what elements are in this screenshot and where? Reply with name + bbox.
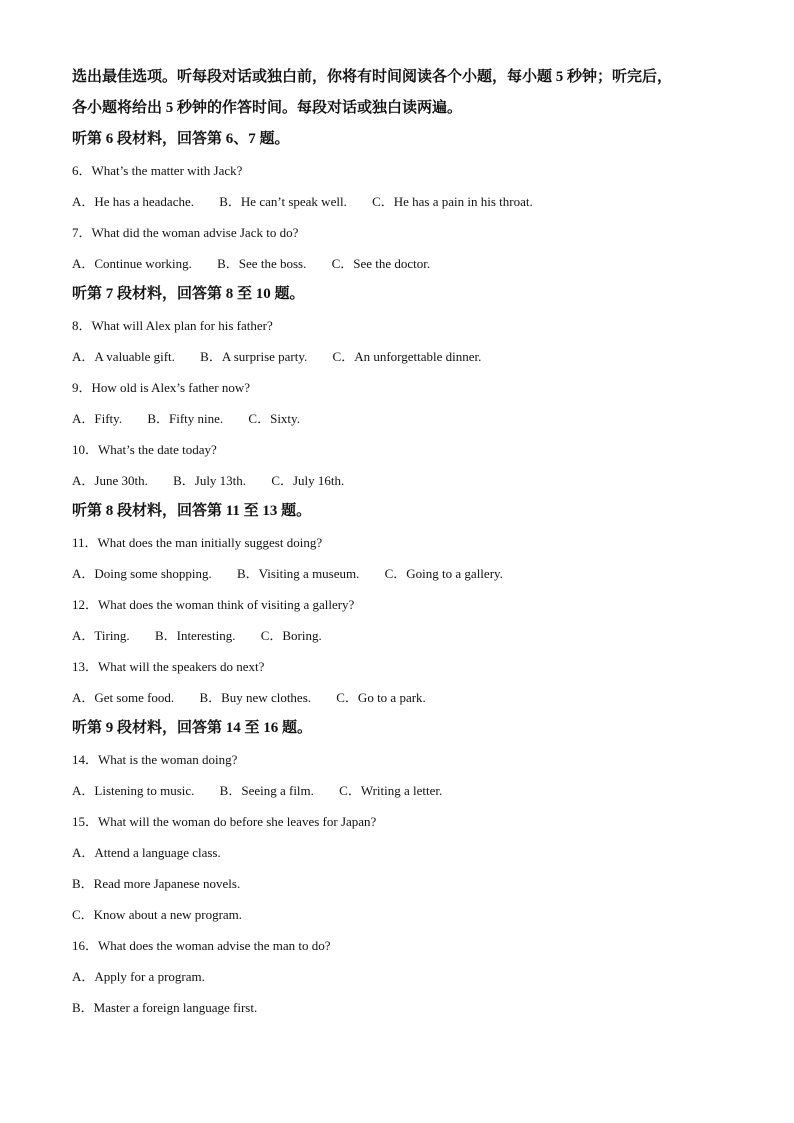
question-stem: 9．How old is Alex’s father now? [72,380,251,395]
section-heading: 听第 7 段材料，回答第 8 至 10 题。 [72,286,305,302]
question-stem: 10．What’s the date today? [72,442,217,457]
option-a: A．Fifty. [72,411,123,426]
option-a: A．Tiring. [72,628,130,643]
option-row [72,465,732,496]
option-row [72,775,732,806]
option-a: A．Get some food. [72,690,175,705]
question-stem: 6．What’s the matter with Jack? [72,163,243,178]
option-b: B．Visiting a museum. [237,566,360,581]
instructions-line-2: 各小题将给出 5 秒钟的作答时间。每段对话或独白读两遍。 [72,100,463,116]
option-row [72,558,732,589]
option-a: A．June 30th. [72,473,148,488]
option-b: B．Read more Japanese novels. [72,876,241,891]
option-c: C．Boring. [260,628,322,643]
option-b: B．A surprise party. [200,349,308,364]
option-row [72,186,732,217]
instructions [72,62,732,124]
question-stem: 11．What does the man initially suggest doing? [72,535,323,550]
option-row [72,682,732,713]
option-b: B．He can’t speak well. [219,194,347,209]
question-stem: 15．What will the woman do before she leaves for Japan? [72,814,377,829]
option-a: A．Continue working. [72,256,192,271]
option-c: C．Know about a new program. [72,907,243,922]
section-heading: 听第 6 段材料，回答第 6、7 题。 [72,131,290,147]
instructions-line-1: 选出最佳选项。听每段对话或独白前，你将有时间阅读各个小题，每小题 5 秒钟；听完后， [72,69,673,85]
question-stem: 16．What does the woman advise the man to do? [72,938,331,953]
option-a: A．A valuable gift. [72,349,175,364]
option-b: B．See the boss. [217,256,307,271]
option-c: C．See the doctor. [331,256,431,271]
option-row [72,620,732,651]
option-row [72,403,732,434]
option-c: C．Going to a gallery. [384,566,503,581]
option-a: A．Apply for a program. [72,969,205,984]
option-b: B．Buy new clothes. [199,690,312,705]
question-stem: 8．What will Alex plan for his father? [72,318,273,333]
option-b: B．Fifty nine. [147,411,224,426]
option-a: A．Doing some shopping. [72,566,212,581]
option-c: C．July 16th. [271,473,345,488]
option-row [72,248,732,279]
option-a: A．Attend a language class. [72,845,221,860]
option-b: B．July 13th. [173,473,247,488]
section-heading: 听第 8 段材料，回答第 11 至 13 题。 [72,503,312,519]
option-c: C．Sixty. [248,411,300,426]
option-c: C．An unforgettable dinner. [332,349,482,364]
option-c: C．Go to a park. [336,690,426,705]
option-c: C．He has a pain in his throat. [372,194,533,209]
question-stem: 14．What is the woman doing? [72,752,238,767]
section-heading: 听第 9 段材料，回答第 14 至 16 题。 [72,720,313,736]
question-stem: 7．What did the woman advise Jack to do? [72,225,299,240]
option-row [72,341,732,372]
option-a: A．Listening to music. [72,783,195,798]
option-b: B．Master a foreign language first. [72,1000,258,1015]
option-a: A．He has a headache. [72,194,194,209]
option-c: C．Writing a letter. [339,783,443,798]
exam-page [72,62,732,1023]
option-b: B．Seeing a film. [219,783,314,798]
question-stem: 13．What will the speakers do next? [72,659,265,674]
option-b: B．Interesting. [154,628,236,643]
question-stem: 12．What does the woman think of visiting a gallery? [72,597,355,612]
